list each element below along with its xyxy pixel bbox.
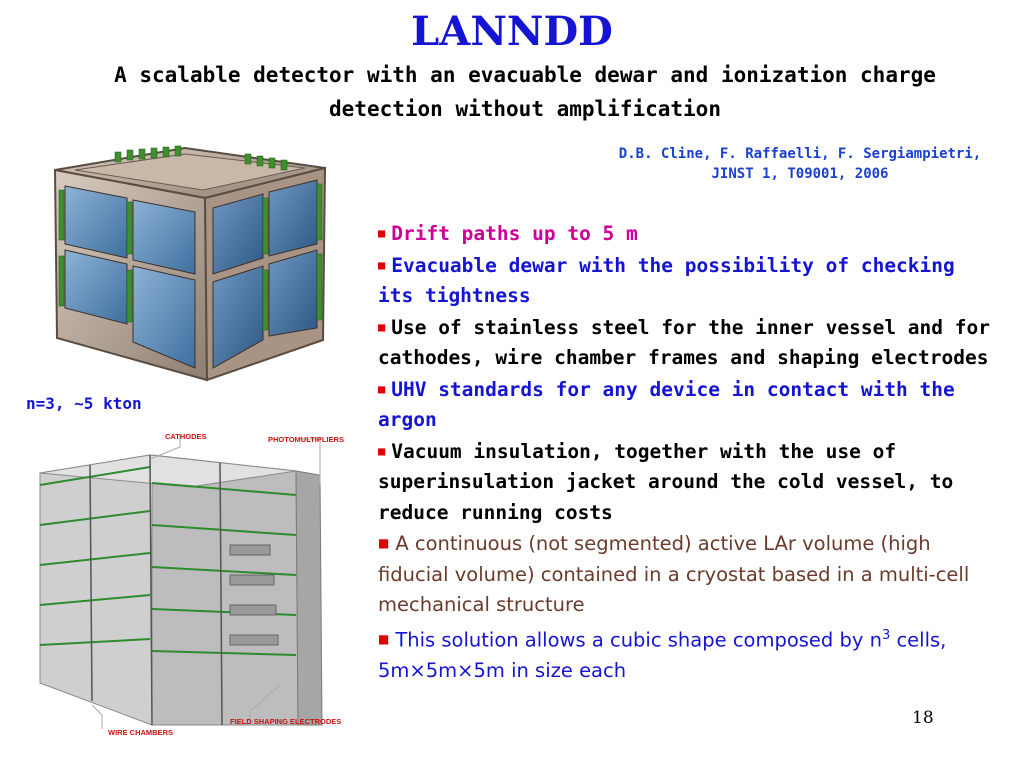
label-cathodes: CATHODES bbox=[165, 432, 207, 441]
slide-title: LANNDD bbox=[411, 8, 613, 55]
bullet-stainless-steel: ■ Use of stainless steel for the inner vessel and for cathodes, wire chamber frames and shaping electrodes bbox=[378, 312, 990, 374]
citation-journal: JINST 1, T09001, 2006 bbox=[711, 166, 889, 182]
bullet-continuous-volume: ■ A continuous (not segmented) active LAr volume (high fiducial volume) contained in a cryostat based in a multi-cell mechanical structure bbox=[378, 528, 990, 621]
square-bullet-icon: ■ bbox=[378, 226, 386, 240]
bullet-cubic-shape: ■ This solution allows a cubic shape composed by $n^3$ cells, 5m×5m×5m in size each bbox=[378, 621, 990, 687]
superscript-exponent: 3 bbox=[881, 627, 891, 643]
label-wire-chambers: WIRE CHAMBERS bbox=[108, 728, 173, 737]
page-number: 18 bbox=[912, 708, 934, 728]
square-bullet-icon: ■ bbox=[378, 319, 386, 334]
bullet-uhv-standards: ■ UHV standards for any device in contact with the argon bbox=[378, 374, 990, 436]
feature-list bbox=[378, 218, 990, 686]
square-bullet-icon: ■ bbox=[378, 381, 386, 396]
square-bullet-icon: ■ bbox=[378, 632, 390, 646]
bullet-drift-paths: ■ Drift paths up to 5 m bbox=[378, 218, 990, 250]
square-bullet-icon: ■ bbox=[378, 536, 390, 550]
label-field-shaping-electrodes: FIELD SHAPING ELECTRODES bbox=[230, 717, 342, 726]
detector-cube-image bbox=[35, 140, 335, 392]
slide-subtitle: A scalable detector with an evacuable dewar and ionization charge detection without amplification bbox=[114, 63, 936, 121]
square-bullet-icon: ■ bbox=[378, 257, 386, 272]
label-photomultipliers: PHOTOMULTIPLIERS bbox=[268, 435, 344, 444]
figure-caption: n=3, ~5 kton bbox=[26, 394, 142, 413]
detector-internals-image bbox=[30, 425, 360, 743]
citation bbox=[600, 144, 1000, 184]
bullet-vacuum-insulation: ■ Vacuum insulation, together with the use of superinsulation jacket around the cold vessel, to reduce running costs bbox=[378, 436, 990, 529]
bullet-evacuable-dewar: ■ Evacuable dewar with the possibility of checking its tightness bbox=[378, 250, 990, 312]
square-bullet-icon: ■ bbox=[378, 443, 386, 458]
citation-authors: D.B. Cline, F. Raffaelli, F. Sergiampietri, bbox=[618, 146, 982, 162]
